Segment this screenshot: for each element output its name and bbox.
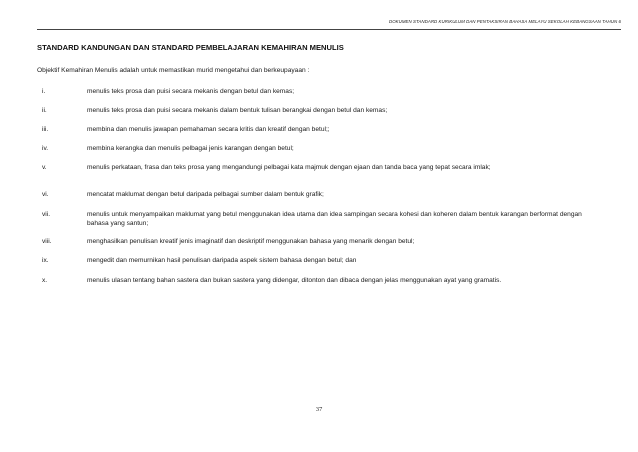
item-text: menulis teks prosa dan puisi secara mekanis dalam bentuk tulisan berangkai dengan betul dan kemas;: [87, 107, 388, 114]
objective-item: [37, 125, 597, 134]
item-number: x.: [42, 277, 48, 284]
item-number: vii.: [42, 211, 51, 218]
item-text: membina dan menulis jawapan pemahaman secara kritis dan kreatif dengan betul;;: [87, 126, 330, 133]
item-number: ii.: [42, 107, 47, 114]
objective-item: [37, 163, 597, 172]
item-text: menghasilkan penulisan kreatif jenis imaginatif dan deskriptif menggunakan bahasa yang menarik dengan betul;: [87, 238, 415, 245]
item-text: menulis teks prosa dan puisi secara mekanis dengan betul dan kemas;: [87, 88, 295, 95]
header-divider: [37, 29, 621, 30]
item-text: mencatat maklumat dengan betul daripada pelbagai sumber dalam bentuk grafik;: [87, 191, 324, 198]
item-number: iv.: [42, 145, 49, 152]
section-title: STANDARD KANDUNGAN DAN STANDARD PEMBELAJARAN KEMAHIRAN MENULIS: [37, 43, 344, 52]
item-number: ix.: [42, 257, 49, 264]
item-number: i.: [42, 88, 46, 95]
objective-item: [37, 106, 597, 115]
objective-item: [37, 144, 597, 153]
objective-item: [37, 276, 597, 285]
item-text: menulis perkataan, frasa dan teks prosa yang mengandungi pelbagai kata majmuk dengan ejaan dan tanda baca yang tepat secara imlak;: [87, 164, 491, 171]
item-text: menulis untuk menyampaikan maklumat yang betul menggunakan idea utama dan idea sampingan secara kohesi dan koheren dalam bentuk karangan berformat dengan bahasa yang santun;: [87, 211, 582, 227]
objective-item: [37, 237, 597, 246]
item-text: menulis ulasan tentang bahan sastera dan bukan sastera yang didengar, ditonton dan dibaca dengan jelas menggunakan ayat yang gramatis.: [87, 277, 502, 284]
item-number: v.: [42, 164, 47, 171]
item-number: iii.: [42, 126, 49, 133]
item-text: mengedit dan memurnikan hasil penulisan daripada aspek sistem bahasa dengan betul; dan: [87, 257, 357, 264]
item-text: membina kerangka dan menulis pelbagai jenis karangan dengan betul;: [87, 145, 294, 152]
running-header: DOKUMEN STANDARD KURIKULUM DAN PENTAKSIRAN BAHASA MELAYU SEKOLAH KEBANGSAAN TAHUN 6: [388, 19, 621, 24]
objective-item: [37, 190, 597, 199]
objective-item: [37, 210, 597, 228]
objective-item: [37, 87, 597, 96]
item-number: viii.: [42, 238, 52, 245]
page-number: 37: [315, 406, 323, 413]
section-intro: Objektif Kemahiran Menulis adalah untuk memastikan murid mengetahui dan berkeupayaan :: [37, 67, 310, 74]
item-number: vi.: [42, 191, 49, 198]
objective-item: [37, 256, 597, 265]
